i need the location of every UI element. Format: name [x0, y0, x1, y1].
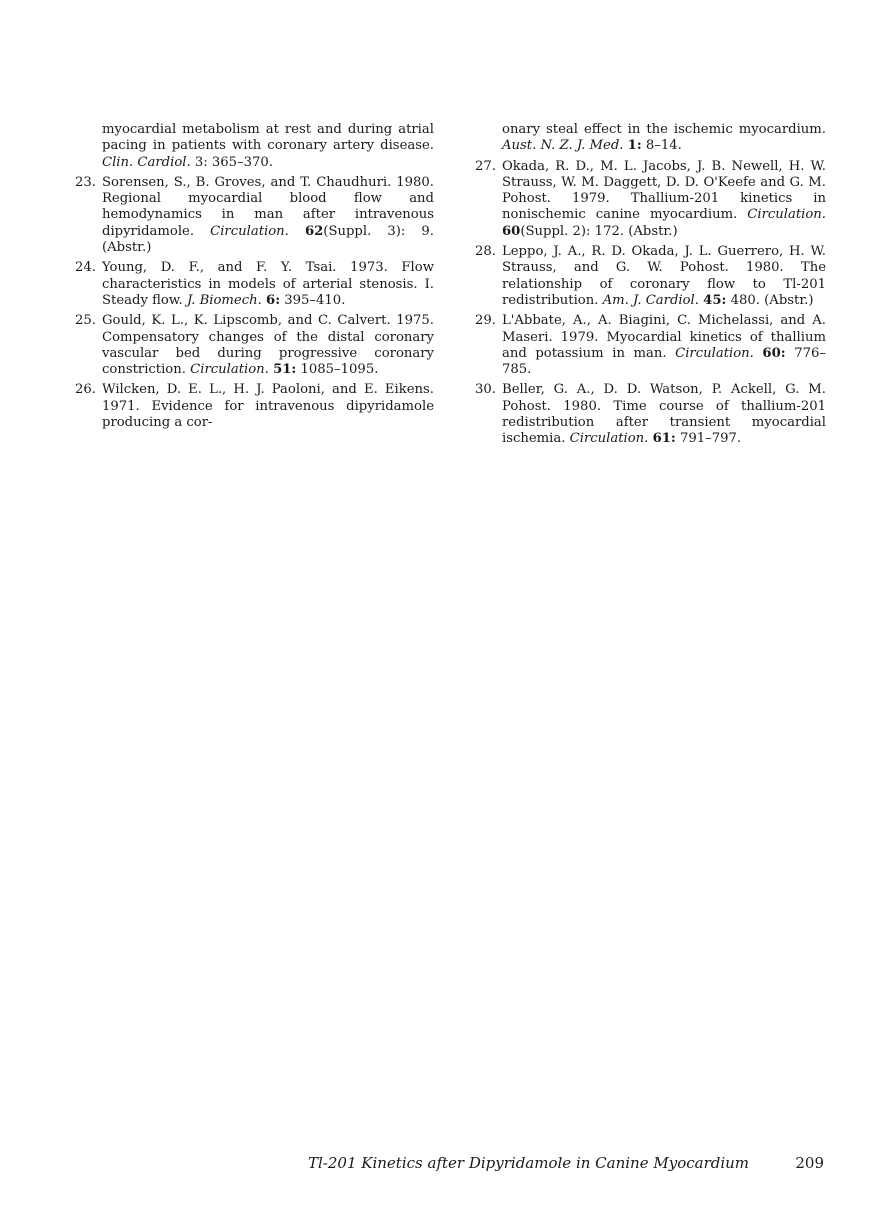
volume-number: 1: [627, 138, 642, 154]
volume-number: 61: [652, 431, 676, 447]
reference-number: 25. [75, 313, 96, 329]
reference-text: myocardial metabolism at rest and during atrial pacing in patients with coronary artery disease. [102, 122, 434, 154]
reference-text: Okada, R. D., M. L. Jacobs, J. B. Newell, H. W. Strauss, W. M. Daggett, D. D. O'Keefe and G. M. Pohost. 1979. Thallium-201 kinetics in nonischemic canine myocardium. [502, 158, 826, 223]
reference-text: (Suppl. 3): 9. (Abstr.) [102, 223, 434, 256]
reference-number: 23. [75, 174, 96, 190]
reference-entry [470, 159, 826, 240]
reference-text: 8–14. [641, 138, 682, 154]
journal-name: Circulation. [675, 345, 754, 361]
journal-name: Circulation. [569, 431, 649, 447]
journal-name: Circulation. [747, 207, 826, 223]
reference-entry [470, 122, 826, 155]
reference-text: Wilcken, D. E. L., H. J. Paoloni, and E. Eikens. 1971. Evidence for intravenous dipyridamole producing a cor- [102, 382, 434, 431]
reference-text: Leppo, J. A., R. D. Okada, J. L. Guerrero, H. W. Strauss, and G. W. Pohost. 1980. The relationship of coronary flow to Tl-201 redistribution. [502, 244, 826, 308]
journal-name: Aust. N. Z. J. Med. [502, 138, 624, 154]
reference-text: 3: 365–370. [190, 154, 274, 170]
page-footer [308, 1154, 824, 1172]
reference-text: Beller, G. A., D. D. Watson, P. Ackell, G. M. Pohost. 1980. Time course of thallium-201 redistribution after transient myocardial ischemia. [502, 382, 826, 447]
volume-number: 60: [762, 345, 786, 361]
references-column-right [470, 122, 826, 452]
reference-entry [70, 260, 434, 309]
reference-text: onary steal effect in the ischemic myocardium. [502, 122, 826, 137]
references-column-left [70, 122, 434, 435]
reference-text: 395–410. [280, 292, 346, 308]
reference-number: 24. [75, 260, 96, 276]
reference-text [289, 224, 305, 239]
page-number: 209 [795, 1154, 824, 1172]
volume-number: 51: [273, 362, 297, 378]
volume-number: 60 [502, 223, 521, 239]
journal-name: Am. J. Cardiol. [602, 292, 699, 308]
journal-name: Clin. Cardiol. [102, 154, 191, 170]
reference-text: Gould, K. L., K. Lipscomb, and C. Calvert. 1975. Compensatory changes of the distal coronary vascular bed during progressive coronary constriction. [102, 313, 434, 378]
reference-text: L'Abbate, A., A. Biagini, C. Michelassi, and A. Maseri. 1979. Myocardial kinetics of thallium and potassium in man. [502, 313, 826, 361]
volume-number: 62 [304, 223, 324, 239]
reference-entry [70, 175, 434, 256]
journal-name: Circulation. [190, 362, 269, 378]
reference-entry [470, 313, 826, 378]
reference-number: 28. [475, 244, 496, 260]
reference-entry [70, 313, 434, 378]
journal-name: Circulation. [210, 223, 289, 239]
reference-number: 29. [475, 313, 496, 329]
reference-number: 26. [75, 382, 96, 398]
reference-text: (Suppl. 2): 172. (Abstr.) [520, 223, 678, 239]
reference-entry [70, 382, 434, 431]
reference-text: Young, D. F., and F. Y. Tsai. 1973. Flow characteristics in models of arterial stenosis. I. Steady flow. [102, 260, 434, 308]
reference-number: 30. [475, 382, 496, 398]
reference-text: Sorensen, S., B. Groves, and T. Chaudhuri. 1980. Regional myocardial blood flow and hemodynamics in man after intravenous dipyridamole. [102, 174, 434, 239]
reference-entry [470, 382, 826, 447]
reference-entry [70, 122, 434, 171]
running-title: Tl-201 Kinetics after Dipyridamole in Canine Myocardium [308, 1154, 750, 1172]
volume-number: 45: [703, 292, 727, 308]
journal-name: J. Biomech. [186, 292, 262, 308]
reference-number: 27. [475, 158, 496, 174]
reference-text: 480. (Abstr.) [726, 292, 814, 308]
volume-number: 6: [266, 292, 281, 308]
reference-text: 776–785. [502, 345, 826, 378]
reference-entry [470, 244, 826, 309]
reference-text: 1085–1095. [296, 362, 379, 378]
reference-text: 791–797. [675, 431, 742, 447]
